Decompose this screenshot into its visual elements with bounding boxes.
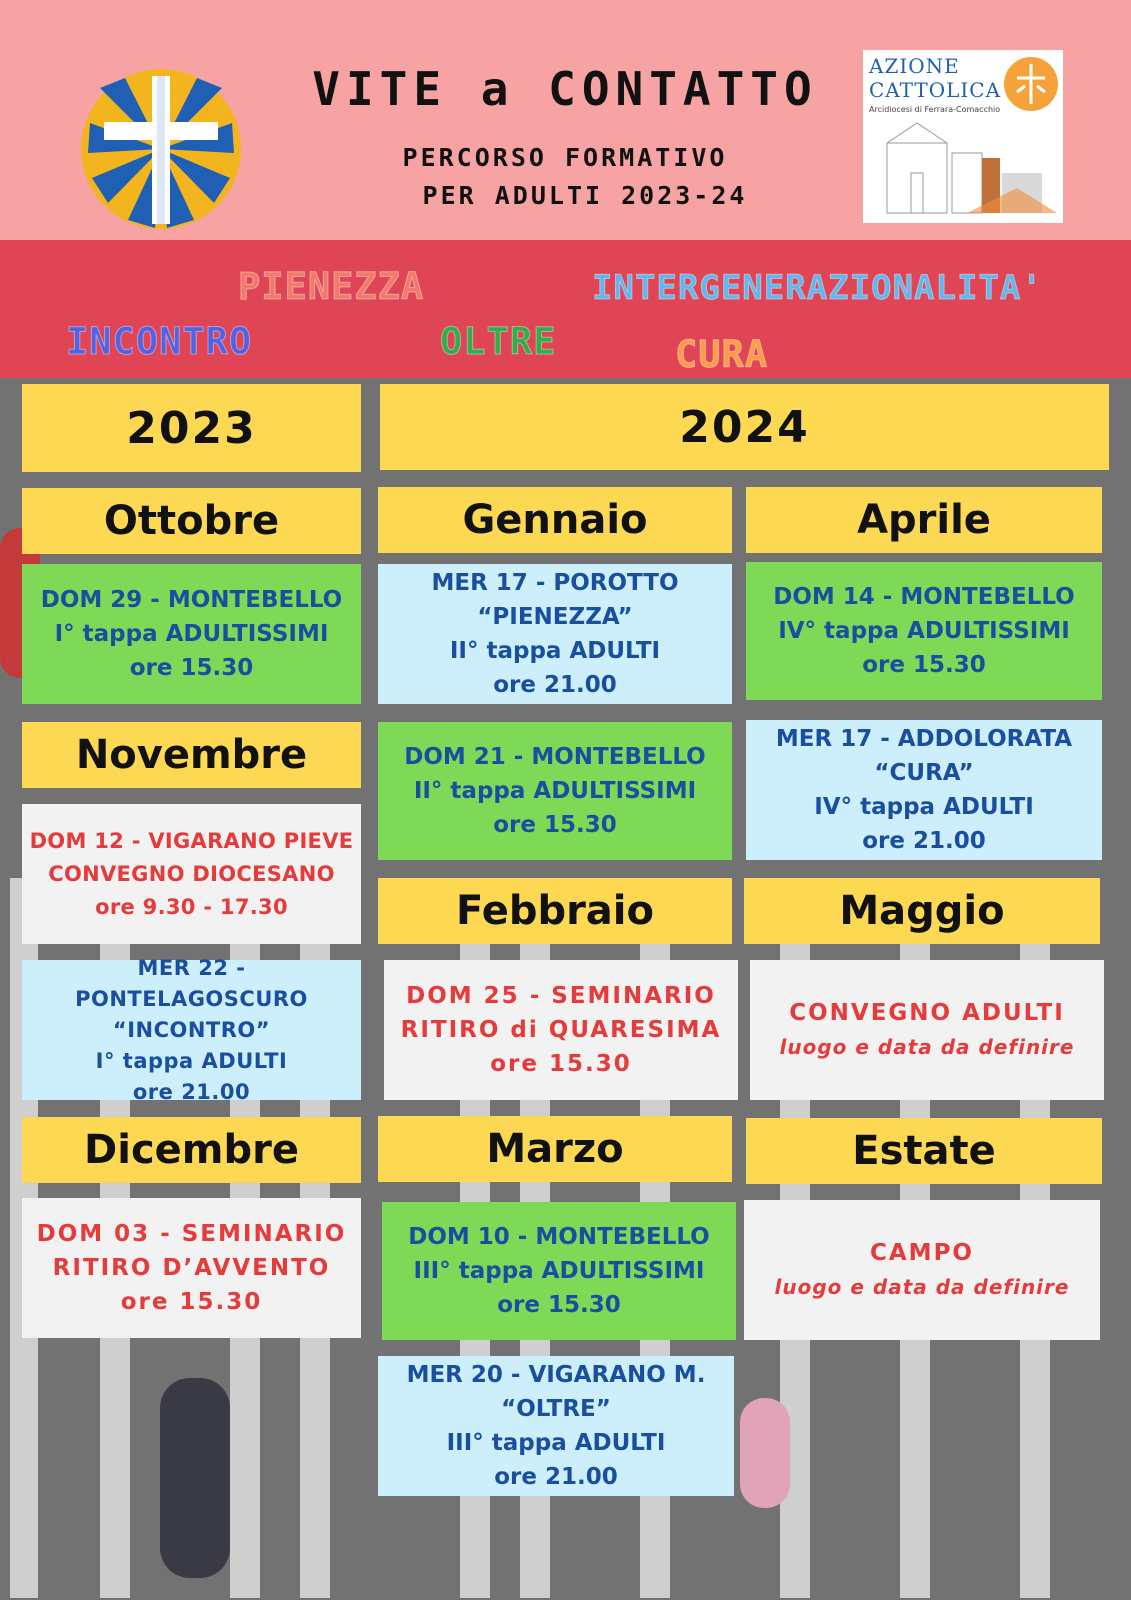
event-dic-03 [22, 1198, 361, 1338]
keyword-oltre: OLTRE [440, 320, 557, 363]
event-line: ore 9.30 - 17.30 [95, 894, 288, 919]
church-drawing-icon [867, 118, 1059, 218]
event-line: CONVEGNO DIOCESANO [48, 861, 335, 886]
event-line: “PIENEZZA” [477, 604, 633, 630]
event-line: I° tappa ADULTISSIMI [54, 621, 329, 647]
event-line: RITIRO di QUARESIMA [400, 1017, 722, 1043]
month-dicembre: Dicembre [22, 1117, 361, 1183]
event-line: “OLTRE” [501, 1396, 611, 1422]
event-apr-17 [746, 720, 1102, 860]
event-line: “CURA” [874, 760, 974, 786]
event-line: ore 15.30 [493, 812, 617, 838]
subtitle-line2: PER ADULTI 2023-24 [422, 181, 748, 210]
event-line: DOM 03 - SEMINARIO [36, 1221, 347, 1247]
event-line: IV° tappa ADULTISSIMI [778, 618, 1070, 644]
month-febbraio: Febbraio [378, 878, 732, 944]
event-line: ore 21.00 [493, 672, 617, 698]
event-line: III° tappa ADULTISSIMI [413, 1258, 705, 1284]
event-line: luogo e data da definire [774, 1275, 1070, 1299]
month-ottobre: Ottobre [22, 488, 361, 554]
keyword-incontro: INCONTRO [66, 320, 253, 363]
year-2024-header: 2024 [380, 384, 1109, 470]
page-title: VITE a CONTATTO [312, 62, 818, 116]
event-line: MER 22 - PONTELAGOSCURO [75, 955, 308, 1011]
month-novembre: Novembre [22, 722, 361, 788]
logo-line3: Arcidiocesi di Ferrara-Comacchio [869, 105, 1001, 114]
keyword-cura: CURA [675, 333, 769, 376]
azione-cattolica-emblem-icon [80, 68, 242, 230]
event-line: I° tappa ADULTI [95, 1048, 288, 1073]
event-line: DOM 10 - MONTEBELLO [408, 1224, 710, 1250]
event-line: II° tappa ADULTI [449, 638, 661, 664]
event-line: MER 17 - ADDOLORATA [775, 726, 1073, 752]
event-apr-14 [746, 562, 1102, 700]
event-line: DOM 12 - VIGARANO PIEVE [29, 828, 354, 853]
event-line: II° tappa ADULTISSIMI [413, 778, 697, 804]
month-aprile: Aprile [746, 487, 1102, 553]
subtitle-line1: PERCORSO FORMATIVO [402, 143, 728, 172]
sun-cross-icon [1003, 56, 1059, 112]
event-nov-22 [22, 955, 361, 1104]
keyword-pienezza: PIENEZZA [238, 265, 425, 308]
month-gennaio: Gennaio [378, 487, 732, 553]
logo-line2: CATTOLICA [869, 78, 1002, 102]
event-line: luogo e data da definire [779, 1035, 1075, 1059]
event-line: III° tappa ADULTI [446, 1430, 666, 1456]
event-gen-17 [378, 564, 732, 704]
event-maggio [750, 960, 1104, 1100]
month-estate: Estate [746, 1118, 1102, 1184]
event-line: MER 20 - VIGARANO M. [406, 1362, 706, 1388]
event-line: ore 15.30 [490, 1051, 632, 1077]
month-maggio: Maggio [744, 878, 1100, 944]
month-marzo: Marzo [378, 1116, 732, 1182]
event-line: ore 15.30 [120, 1289, 263, 1315]
event-line: ore 15.30 [497, 1292, 621, 1318]
event-line: ore 15.30 [862, 652, 986, 678]
event-line: DOM 29 - MONTEBELLO [40, 587, 343, 613]
event-ott-29 [22, 564, 361, 704]
event-line: CAMPO [870, 1240, 974, 1266]
event-mar-20 [378, 1356, 734, 1496]
event-line: ore 21.00 [494, 1464, 618, 1490]
event-line: CONVEGNO ADULTI [789, 1000, 1065, 1026]
logo-line1: AZIONE [869, 54, 960, 78]
event-line: IV° tappa ADULTI [814, 794, 1034, 820]
event-line: DOM 21 - MONTEBELLO [404, 744, 706, 770]
event-line: ore 15.30 [129, 655, 254, 681]
event-estate [744, 1200, 1100, 1340]
event-gen-21 [378, 722, 732, 860]
event-line: ore 21.00 [132, 1079, 251, 1104]
event-line: DOM 25 - SEMINARIO [406, 983, 716, 1009]
event-feb-25 [384, 960, 738, 1100]
azione-cattolica-ferrara-logo [863, 50, 1063, 223]
event-line: ore 21.00 [862, 828, 986, 854]
year-2023-header: 2023 [22, 384, 361, 472]
event-line: DOM 14 - MONTEBELLO [773, 584, 1075, 610]
event-line: MER 17 - POROTTO [431, 570, 679, 596]
event-line: “INCONTRO” [112, 1017, 271, 1042]
event-line: RITIRO D’AVVENTO [52, 1255, 331, 1281]
event-mar-10 [382, 1202, 736, 1340]
keyword-intergenerazionalita: INTERGENERAZIONALITA' [592, 268, 1043, 308]
event-nov-12 [22, 804, 361, 944]
